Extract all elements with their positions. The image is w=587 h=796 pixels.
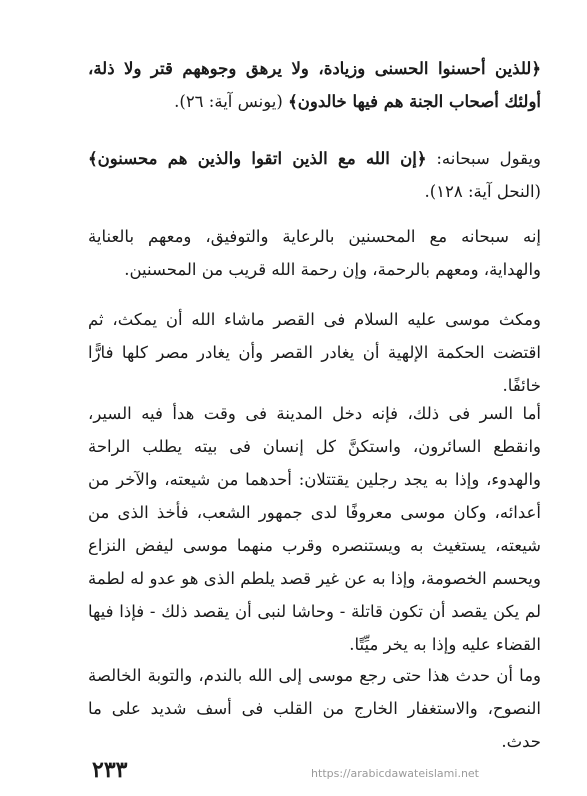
body-paragraph: إنه سبحانه مع المحسنين بالرعاية والتوفيق، ومعهم بالعناية والهداية، ومعهم بالرحمة، وإن رحمة الله قريب من المحسنين.: [88, 227, 541, 279]
body-paragraph: أما السر فى ذلك، فإنه دخل المدينة فى وقت هدأ فيه السير، وانقطع السائرون، واستكنَّ كل إنسان فى بيته يطلب الراحة والهدوء، وإذا به يجد رجلين يقتتلان: أحدهما من شيعته، والآخر من أعدائه، وكان موسى معروفًا لدى جمهور الشعب، فأخذ الذى من شيعته، يستغيث به ويستنصره وقرب منهما موسى ليفض النزاع ويحسم الخصومة، وإذا به عن غير قصد يلطم الذى هو عدو له لطمة لم يكن يقصد أن تكون قاتلة - وحاشا لنبى أن يقصد ذلك - فإذا فيها القضاء عليه وإذا به يخر ميِّتًا.: [88, 404, 541, 654]
verse-intro: ويقول سبحانه:: [436, 149, 542, 168]
verse-reference: (النحل آية: ١٢٨).: [424, 182, 541, 201]
verse-reference: (يونس آية: ٢٦).: [174, 92, 283, 111]
second-verse-paragraph: [88, 142, 541, 208]
watermark-url: https://arabicdawateislami.net: [311, 767, 479, 780]
body-paragraph: وما أن حدث هذا حتى رجع موسى إلى الله بالندم، والتوبة الخالصة النصوح، والاستغفار الخارج من القلب فى أسف شديد على ما حدث.: [88, 666, 541, 751]
quran-verse-paragraph: [88, 52, 541, 118]
quran-verse: ﴿للذين أحسنوا الحسنى وزيادة، ولا يرهق وجوههم قتر ولا ذلة، أولئك أصحاب الجنة هم فيها خالدون﴾: [88, 59, 541, 111]
page-number: ٢٣٣: [92, 757, 128, 783]
quran-verse: ﴿إن الله مع الذين اتقوا والذين هم محسنون﴾: [88, 149, 427, 168]
body-paragraph: ومكث موسى عليه السلام فى القصر ماشاء الله أن يمكث، ثم اقتضت الحكمة الإلهية أن يغادر القصر وأن يغادر مصر كلها فارًّا خائفًا.: [88, 310, 541, 395]
